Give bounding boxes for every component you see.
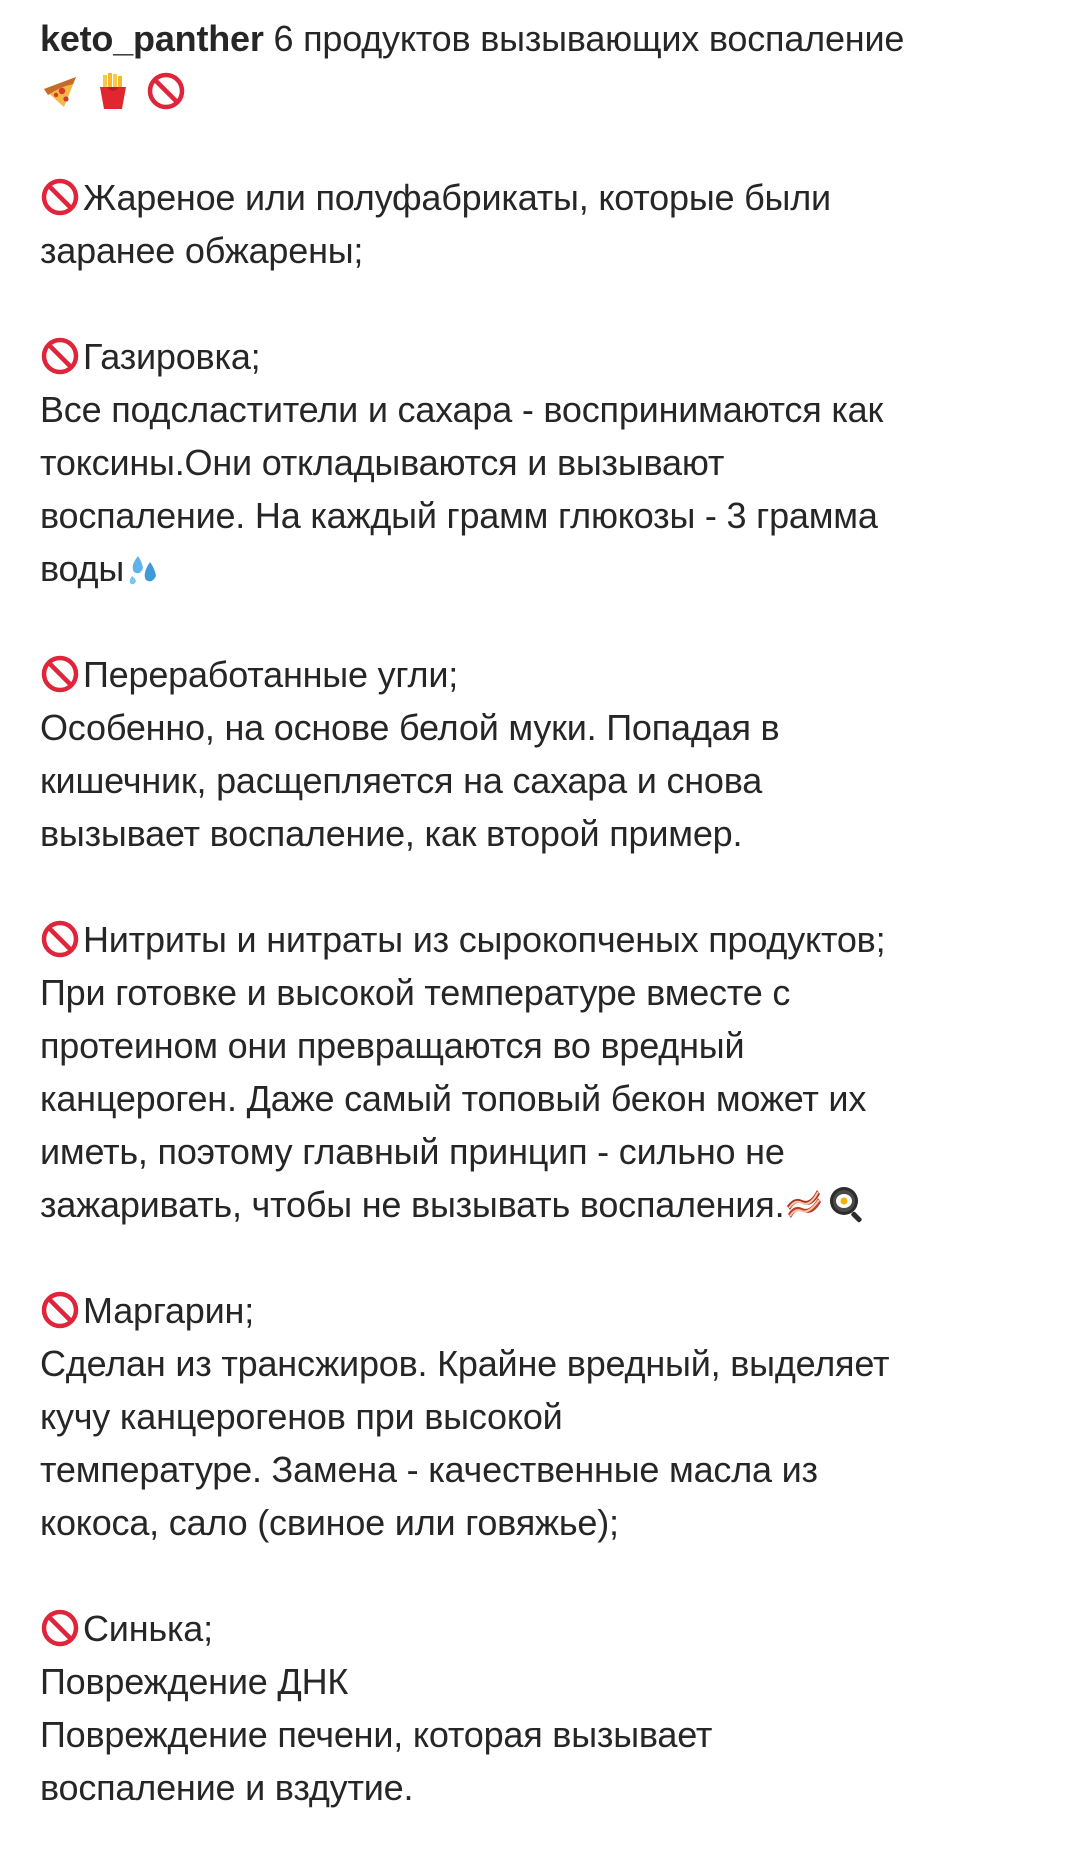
prohibited-icon [40, 177, 80, 217]
section-body-line: вызывает воспаление, как второй пример. [40, 813, 743, 854]
section-heading [40, 913, 1040, 966]
section-body-line: Повреждение печени, которая вызывает [40, 1714, 713, 1755]
section-body-line: кишечник, расщепляется на сахара и снова [40, 760, 763, 801]
section-heading-text: Газировка; [83, 336, 261, 377]
caption-title-line [40, 12, 1040, 65]
prohibited-icon [146, 71, 186, 111]
section-body-line: Все подсластители и сахара - воспринимаются как [40, 389, 884, 430]
sweat-droplets-icon [124, 548, 164, 588]
fries-icon [93, 71, 133, 111]
section-body-line-with-emoji [40, 1178, 1040, 1231]
spacer [40, 860, 1040, 913]
section-heading [40, 330, 1040, 383]
prohibited-icon [40, 919, 80, 959]
section-body-line: кучу канцерогенов при высокой [40, 1396, 563, 1437]
username-link[interactable]: keto_panther [40, 18, 264, 59]
prohibited-icon [40, 654, 80, 694]
prohibited-icon [40, 1290, 80, 1330]
section-body-line: протеином они превращаются во вредный [40, 1025, 745, 1066]
spacer [40, 1231, 1040, 1284]
section-body-line: воспаление и вздутие. [40, 1767, 414, 1808]
spacer [40, 118, 1040, 171]
pizza-icon [40, 71, 80, 111]
frying-pan-egg-icon [827, 1184, 867, 1224]
title-emoji-line [40, 65, 1040, 118]
section-heading-text: Нитриты и нитраты из сырокопченых продуктов; [83, 919, 886, 960]
caption-title: 6 продуктов вызывающих воспаление [273, 18, 905, 59]
section-heading [40, 171, 1040, 224]
section-heading-text: Жареное или полуфабрикаты, которые были [83, 177, 831, 218]
section-body-line: воспаление. На каждый грамм глюкозы - 3 грамма [40, 495, 878, 536]
prohibited-icon [40, 336, 80, 376]
spacer [40, 595, 1040, 648]
bacon-icon [784, 1184, 824, 1224]
section-body-text: воды [40, 548, 125, 589]
section-heading-cont: заранее обжарены; [40, 230, 364, 271]
section-heading [40, 1602, 1040, 1655]
section-heading-text: Маргарин; [83, 1290, 255, 1331]
section-body-line: Повреждение ДНК [40, 1661, 349, 1702]
section-body-line: Особенно, на основе белой муки. Попадая в [40, 707, 780, 748]
section-heading [40, 648, 1040, 701]
section-body-line: канцероген. Даже самый топовый бекон может их [40, 1078, 867, 1119]
section-heading-text: Переработанные угли; [83, 654, 459, 695]
section-heading-text: Синька; [83, 1608, 213, 1649]
section-body-line: иметь, поэтому главный принцип - сильно не [40, 1131, 785, 1172]
spacer [40, 277, 1040, 330]
section-body-line: При готовке и высокой температуре вместе с [40, 972, 791, 1013]
section-heading [40, 1284, 1040, 1337]
section-body-line-with-emoji [40, 542, 1040, 595]
section-body-line: токсины.Они откладываются и вызывают [40, 442, 725, 483]
prohibited-icon [40, 1608, 80, 1648]
section-body-text: зажаривать, чтобы не вызывать воспаления. [40, 1184, 785, 1225]
section-body-line: кокоса, сало (свиное или говяжье); [40, 1502, 619, 1543]
spacer [40, 1549, 1040, 1602]
section-body-line: Сделан из трансжиров. Крайне вредный, выделяет [40, 1343, 890, 1384]
section-body-line: температуре. Замена - качественные масла из [40, 1449, 818, 1490]
